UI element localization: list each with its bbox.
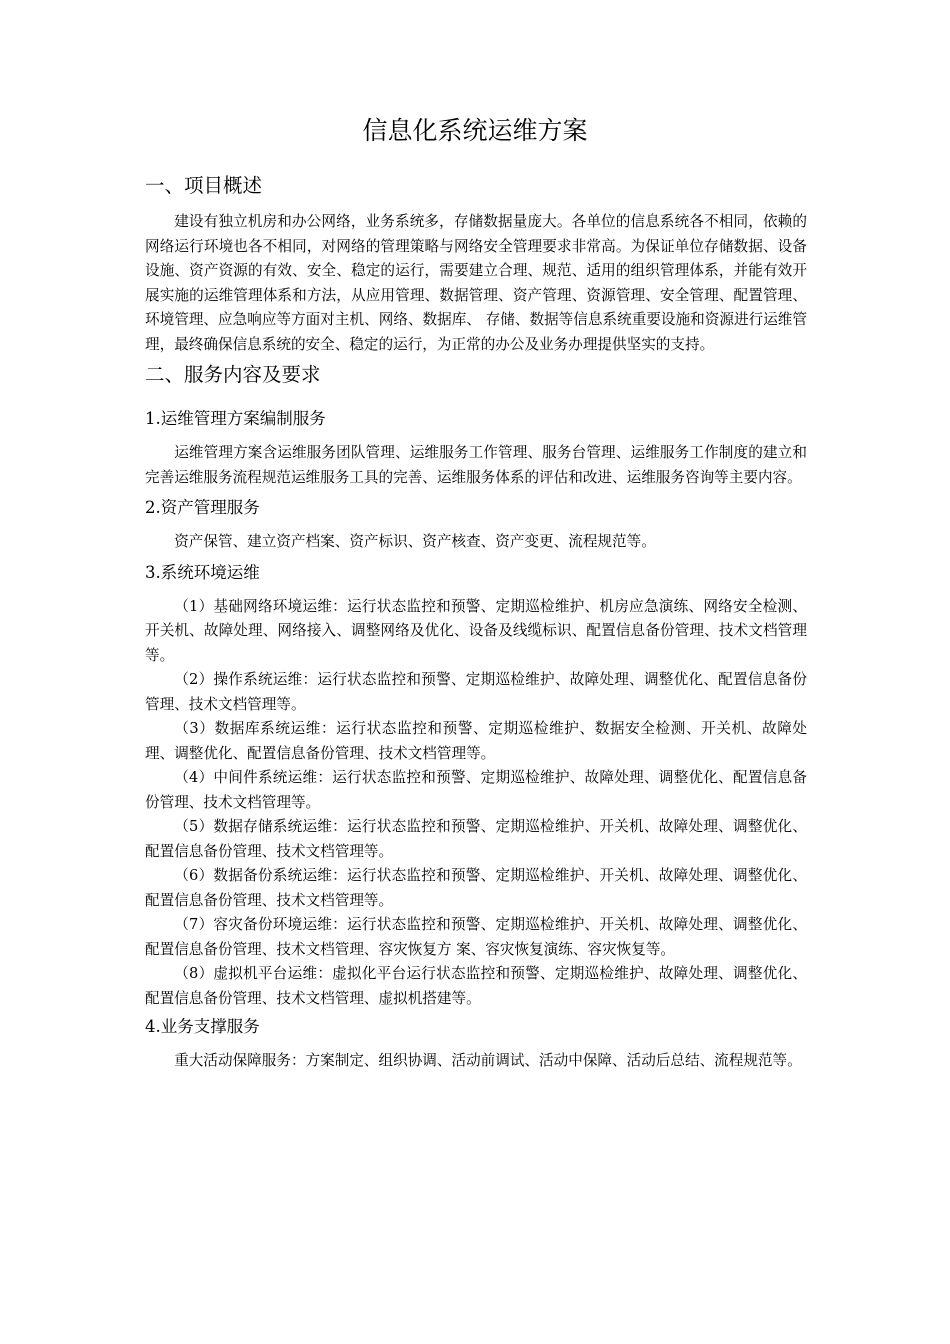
environment-item: （1）基础网络环境运维：运行状态监控和预警、定期巡检维护、机房应急演练、网络安全检测、开关机、故障处理、网络接入、调整网络及优化、设备及线缆标识、配置信息备份管理、技术文档管理等。	[145, 597, 807, 664]
environment-item: （8）虚拟机平台运维：虚拟化平台运行状态监控和预警、定期巡检维护、故障处理、调整优化、配置信息备份管理、技术文档管理、虚拟机搭建等。	[145, 965, 807, 1007]
overview-paragraph: 建设有独立机房和办公网络，业务系统多，存储数据量庞大。各单位的信息系统各不相同，依赖的网络运行环境也各不相同，对网络的管理策略与网络安全管理要求非常高。为保证单位存储数据、设备设施、资产资源的有效、安全、稳定的运行，需要建立合理、规范、适用的组织管理体系，并能有效开展实施的运维管理体系和方法，从应用管理、数据管理、资产管理、资源管理、安全管理、配置管理、环境管理、应急响应等方面对主机、网络、数据库、 存储、数据等信息系统重要设施和资源进行运维管理，最终确保信息系统的安全、稳定的运行，为正常的办公及业务办理提供坚实的支持。	[145, 213, 807, 353]
plan-paragraph: 运维管理方案含运维服务团队管理、运维服务工作管理、服务台管理、运维服务工作制度的建立和完善运维服务流程规范运维服务工具的完善、运维服务体系的评估和改进、运维服务咨询等主要内容。	[145, 444, 807, 486]
environment-item: （7）容灾备份环境运维：运行状态监控和预警、定期巡检维护、开关机、故障处理、调整优化、配置信息备份管理、技术文档管理、容灾恢复方 案、容灾恢复演练、容灾恢复等。	[145, 916, 807, 958]
subsection-heading-plan: 1.运维管理方案编制服务	[145, 409, 326, 428]
document-body	[145, 172, 807, 1074]
environment-item: （5）数据存储系统运维：运行状态监控和预警、定期巡检维护、开关机、故障处理、调整优化、配置信息备份管理、技术文档管理等。	[145, 818, 807, 860]
environment-item: （2）操作系统运维：运行状态监控和预警、定期巡检维护、故障处理、调整优化、配置信息备份管理、技术文档管理等。	[145, 671, 807, 713]
subsection-heading-environment: 3.系统环境运维	[145, 562, 260, 582]
subsection-heading-business-support: 4.业务支撑服务	[145, 1017, 260, 1036]
business-support-paragraph: 重大活动保障服务：方案制定、组织协调、活动前调试、活动中保障、活动后总结、流程规范等。	[174, 1052, 802, 1069]
asset-paragraph: 资产保管、建立资产档案、资产标识、资产核查、资产变更、流程规范等。	[174, 533, 656, 550]
environment-item-list	[145, 595, 807, 1012]
section-heading-services: 二、服务内容及要求	[145, 363, 321, 386]
environment-item: （3）数据库系统运维：运行状态监控和预警、定期巡检维护、数据安全检测、开关机、故障处理、调整优化、配置信息备份管理、技术文档管理等。	[145, 720, 807, 762]
section-heading-overview: 一、项目概述	[145, 174, 263, 197]
document-title: 信息化系统运维方案	[362, 116, 588, 145]
subsection-heading-asset: 2.资产管理服务	[145, 498, 260, 517]
environment-item: （6）数据备份系统运维：运行状态监控和预警、定期巡检维护、开关机、故障处理、调整优化、配置信息备份管理、技术文档管理等。	[145, 867, 807, 909]
environment-item: （4）中间件系统运维：运行状态监控和预警、定期巡检维护、故障处理、调整优化、配置信息备份管理、技术文档管理等。	[145, 769, 807, 811]
